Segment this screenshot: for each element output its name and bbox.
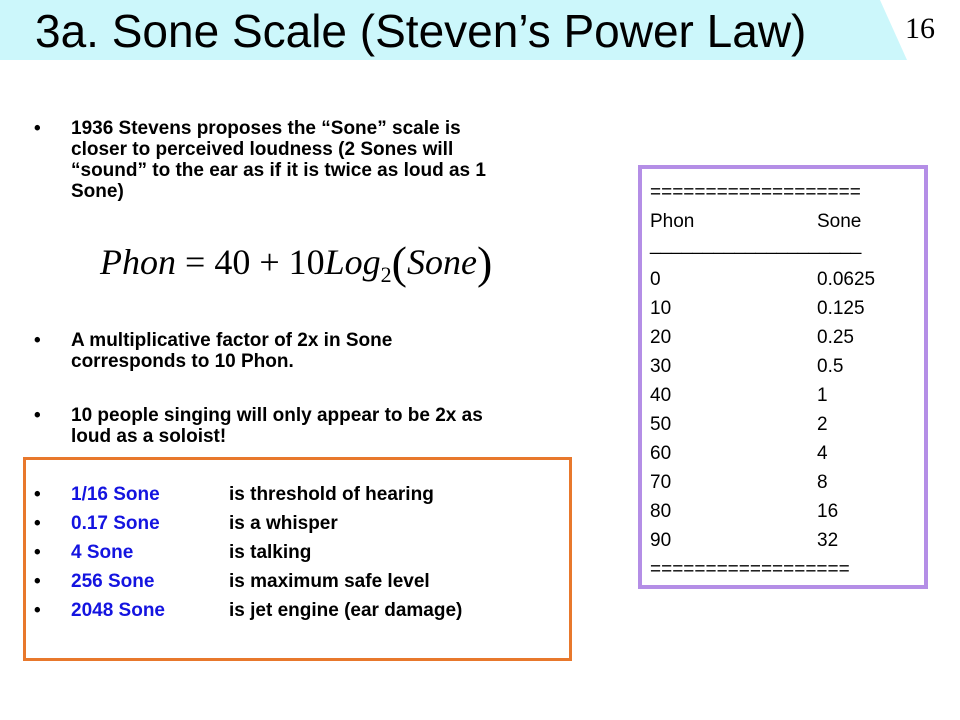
formula-open-paren: ( <box>391 237 407 288</box>
loudness-examples-list <box>34 484 574 629</box>
bullet-icon: • <box>34 484 41 505</box>
phon-sone-table <box>650 182 920 588</box>
sone-cell: 0.5 <box>817 356 844 377</box>
bullet-item <box>34 330 594 372</box>
formula-argument: Sone <box>406 242 477 282</box>
sone-cell: 4 <box>817 443 828 464</box>
sone-cell: 8 <box>817 472 828 493</box>
slide-title: 3a. Sone Scale (Steven’s Power Law) <box>35 5 807 57</box>
bullet-line: 1936 Stevens proposes the “Sone” scale is <box>71 118 461 139</box>
bullet-line: A multiplicative factor of 2x in Sone <box>71 330 393 351</box>
column-header-sone: Sone <box>817 211 862 232</box>
formula-log-base: 2 <box>380 262 392 287</box>
table-row <box>650 298 920 327</box>
sone-description: is talking <box>229 542 312 563</box>
sone-cell: 16 <box>817 501 839 522</box>
bullet-line: closer to perceived loudness (2 Sones will <box>71 139 454 160</box>
phon-cell: 10 <box>650 298 672 319</box>
phon-formula <box>100 237 493 297</box>
phon-cell: 70 <box>650 472 672 493</box>
table-top-rule: =================== <box>650 182 861 203</box>
sone-cell: 32 <box>817 530 839 551</box>
sone-value: 256 Sone <box>71 571 155 592</box>
table-row <box>650 414 920 443</box>
phon-cell: 20 <box>650 327 672 348</box>
bullet-line: corresponds to 10 Phon. <box>71 351 294 372</box>
phon-cell: 60 <box>650 443 672 464</box>
bullet-item <box>34 405 594 447</box>
list-item <box>34 571 574 600</box>
bullet-line: loud as a soloist! <box>71 426 227 447</box>
table-row <box>650 501 920 530</box>
sone-value: 1/16 Sone <box>71 484 160 505</box>
bullet-item <box>34 118 594 202</box>
table-row <box>650 472 920 501</box>
table-row <box>650 443 920 472</box>
phon-cell: 90 <box>650 530 672 551</box>
list-item <box>34 600 574 629</box>
formula-log: Log <box>324 242 381 282</box>
bullet-line: “sound” to the ear as if it is twice as loud as 1 <box>71 160 486 181</box>
sone-description: is maximum safe level <box>229 571 430 592</box>
bullet-icon: • <box>34 330 41 351</box>
bullet-icon: • <box>34 405 41 426</box>
formula-equals: = <box>176 242 215 282</box>
table-row <box>650 269 920 298</box>
bullet-icon: • <box>34 600 41 621</box>
sone-cell: 0.25 <box>817 327 854 348</box>
formula-constant: 40 <box>214 242 251 282</box>
list-item <box>34 484 574 513</box>
phon-cell: 40 <box>650 385 672 406</box>
table-row <box>650 385 920 414</box>
phon-cell: 50 <box>650 414 672 435</box>
sone-description: is jet engine (ear damage) <box>229 600 463 621</box>
sone-description: is a whisper <box>229 513 338 534</box>
phon-cell: 0 <box>650 269 661 290</box>
table-row <box>650 356 920 385</box>
phon-cell: 80 <box>650 501 672 522</box>
bullet-icon: • <box>34 118 41 139</box>
formula-coefficient: 10 <box>288 242 325 282</box>
table-header-rule: ____________________ <box>650 234 862 255</box>
slide-number: 16 <box>905 12 935 45</box>
sone-cell: 2 <box>817 414 828 435</box>
sone-value: 2048 Sone <box>71 600 165 621</box>
table-row <box>650 530 920 559</box>
sone-cell: 0.125 <box>817 298 865 319</box>
phon-cell: 30 <box>650 356 672 377</box>
bullet-line: Sone) <box>71 181 124 202</box>
formula-close-paren: ) <box>476 237 493 288</box>
list-item <box>34 513 574 542</box>
sone-description: is threshold of hearing <box>229 484 434 505</box>
sone-value: 4 Sone <box>71 542 134 563</box>
table-row <box>650 327 920 356</box>
bullet-line: 10 people singing will only appear to be 2x as <box>71 405 483 426</box>
sone-cell: 1 <box>817 385 828 406</box>
table-bottom-rule: ================== <box>650 559 850 580</box>
column-header-phon: Phon <box>650 211 695 232</box>
list-item <box>34 542 574 571</box>
bullet-icon: • <box>34 542 41 563</box>
sone-cell: 0.0625 <box>817 269 876 290</box>
bullet-icon: • <box>34 513 41 534</box>
formula-plus: + <box>250 242 289 282</box>
sone-value: 0.17 Sone <box>71 513 160 534</box>
formula-lhs: Phon <box>100 242 176 282</box>
bullet-icon: • <box>34 571 41 592</box>
